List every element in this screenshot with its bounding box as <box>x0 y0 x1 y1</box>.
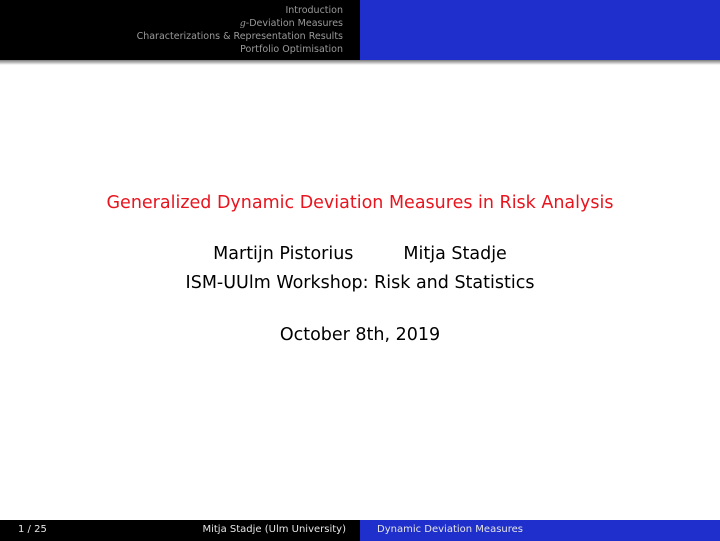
nav-item-label: Introduction <box>285 5 343 16</box>
nav-item-label: Portfolio Optimisation <box>240 44 343 55</box>
footer-right-panel <box>360 520 720 541</box>
nav-item-portfolio-optimisation[interactable] <box>240 43 343 56</box>
footer-author: Mitja Stadje (Ulm University) <box>202 524 346 535</box>
nav-item-characterizations[interactable] <box>137 30 343 43</box>
presentation-title: Generalized Dynamic Deviation Measures in Risk Analysis <box>106 193 614 213</box>
section-navigation <box>0 0 360 60</box>
footer-bar <box>0 520 720 541</box>
institute: ISM-UUlm Workshop: Risk and Statistics <box>185 273 535 293</box>
footer-left-panel <box>0 520 360 541</box>
header-shadow <box>0 60 720 65</box>
authors <box>0 244 720 264</box>
nav-item-introduction[interactable] <box>285 4 343 17</box>
header-blue-panel <box>360 0 720 60</box>
nav-item-g-deviation-measures[interactable] <box>240 17 343 30</box>
header-bar <box>0 0 720 60</box>
presentation-date: October 8th, 2019 <box>279 325 441 345</box>
footer-short-title: Dynamic Deviation Measures <box>377 524 524 535</box>
nav-item-math-prefix: g <box>239 18 246 29</box>
nav-item-label: Characterizations & Representation Results <box>136 31 343 42</box>
page-number: 1 / 25 <box>18 524 47 535</box>
author-name: Mitja Stadje <box>403 244 507 264</box>
nav-item-label: -Deviation Measures <box>245 18 343 29</box>
author-name: Martijn Pistorius <box>213 244 354 264</box>
